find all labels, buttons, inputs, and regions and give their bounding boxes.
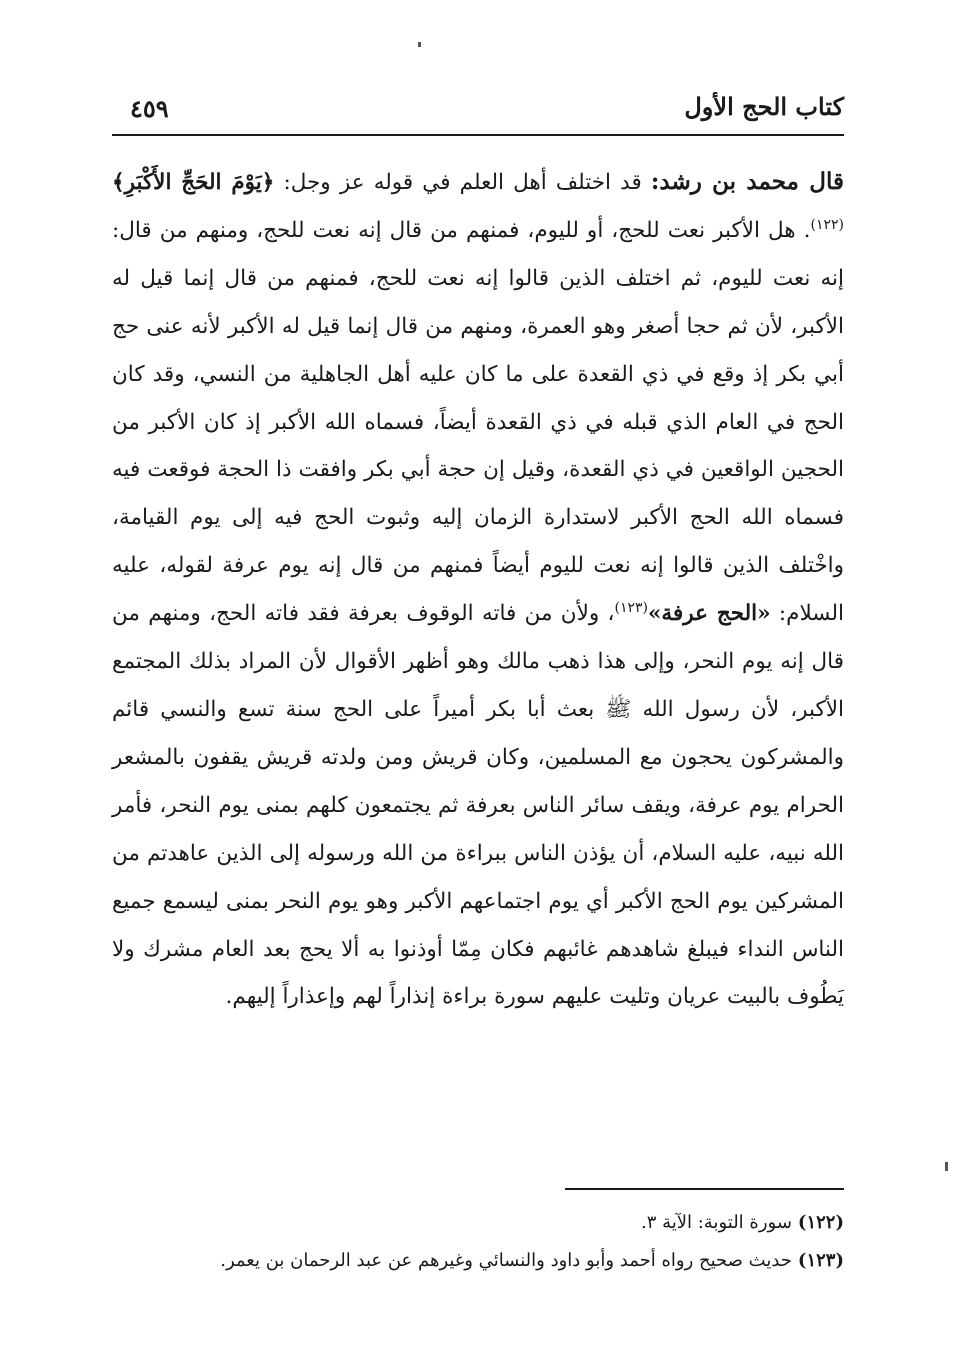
paragraph-lead: قال محمد بن رشد: [650, 168, 844, 195]
text-segment: ، ولأن من فاته الوقوف بعرفة فقد فاته الحج، ومنهم من قال إنه يوم النحر، وإلى هذا ذهب مالك وهو أظهر الأقوال لأن المراد بذلك المجتمع الأكبر، لأن رسول الله ﷺ بعث أبا بكر أميراً على الحج سنة تسع والنسي قائم والمشركون يحجون مع المسلمين، وكان قريش ومن ولدته قريش يقفون بالمشعر الحرام يوم عرفة، ويقف سائر الناس بعرفة ثم يجتمعون كلهم بمنى يوم النحر، فأمر الله نبيه، عليه السلام، أن يؤذن الناس ببراءة من الله ورسوله إلى الذين عاهدتم من المشركين يوم الحج الأكبر أي يوم اجتماعهم الأكبر وهو يوم النحر بمنى ليسمع جميع الناس النداء فيبلغ شاهدهم غائبهم فكان مِمّا أوذنوا به ألا يحج بعد العام مشرك ولا يَطُوف بالبيت عريان وتليت عليهم سورة براءة إنذاراً لهم وإعذاراً إليهم. [112, 601, 844, 1010]
footnote-text: سورة التوبة: الآية ٣. [640, 1212, 792, 1233]
scan-speck [945, 1162, 948, 1171]
footnote-rule [565, 1188, 844, 1190]
page-number: ٤٥٩ [130, 94, 169, 123]
main-paragraph [112, 158, 844, 1021]
footnote [112, 1204, 844, 1242]
text-segment: . هل الأكبر نعت للحج، أو لليوم، فمنهم من قال إنه نعت للحج، ومنهم من قال: إنه نعت لليوم، ثم اختلف الذين قالوا إنه نعت للحج، فمنهم من قال إنما قيل له الأكبر، لأن ثم حجا أصغر وهو العمرة، ومنهم من قال إنما قيل له الأكبر لأنه عنى حج أبي بكر إذ وقع في ذي القعدة على ما كان عليه أهل الجاهلية من النسي، وقد كان الحج في العام الذي قبله في ذي القعدة أيضاً، فسماه الله الأكبر إذ كان الأكبر من الحجين الواقعين في ذي القعدة، وقيل إن حجة أبي بكر وافقت ذا الحجة فوقعت فيه فسماه الله الحج الأكبر لاستدارة الزمان إليه وثبوت الحج فيه إلى يوم القيامة، واخْتلف الذين قالوا إنه نعت لليوم أيضاً فمنهم من قال إنه يوم عرفة لقوله، عليه السلام: [112, 217, 845, 627]
hadith-quote: «الحج عرفة» [647, 601, 771, 627]
header-rule [112, 134, 844, 136]
running-title: كتاب الحج الأول [684, 92, 844, 121]
page-header [112, 92, 844, 132]
footnote-text: حديث صحيح رواه أحمد وأبو داود والنسائي وغيرهم عن عبد الرحمان بن يعمر. [220, 1250, 792, 1271]
scan-speck [418, 42, 421, 47]
footnote-ref: (١٢٣) [614, 600, 648, 616]
footnote-number: (١٢٢) [797, 1212, 844, 1233]
footnotes [112, 1204, 844, 1280]
footnote-ref: (١٢٢) [810, 216, 844, 233]
footnote [112, 1242, 844, 1280]
footnote-number: (١٢٣) [797, 1250, 844, 1271]
text-segment: قد اختلف أهل العلم في قوله عز وجل: [274, 170, 651, 195]
quran-quote: ﴿يَوْمَ الحَجِّ الأَكْبَرِ﴾ [112, 170, 275, 195]
